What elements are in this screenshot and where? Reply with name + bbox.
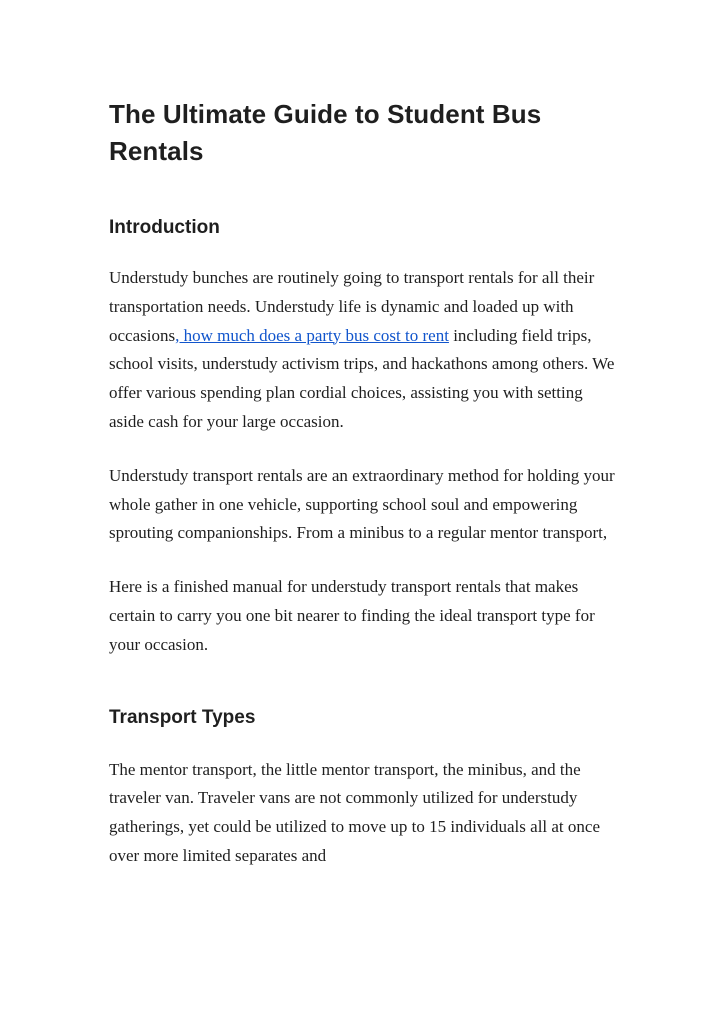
intro-paragraph-1-text-end: including field trips, school visits, understudy activism trips, and hackathons among others. We offer various spending plan cordial choices, assisting you with setting aside cash for your large occasion. <box>109 325 615 431</box>
intro-paragraph-1 <box>109 264 621 437</box>
intro-paragraph-2: Understudy transport rentals are an extraordinary method for holding your whole gather in one vehicle, supporting school soul and empowering sprouting companionships. From a minibus to a regular mentor transport, <box>109 465 615 543</box>
page-title: The Ultimate Guide to Student Bus Rentals <box>109 99 542 166</box>
article-body <box>109 96 621 871</box>
section-heading-introduction: Introduction <box>109 217 220 238</box>
intro-paragraph-1-text-start: Understudy bunches are routinely going to transport rentals for all their transportation needs. Understudy life is dynamic and loaded up with occasions <box>109 268 595 345</box>
party-bus-cost-link[interactable]: , how much does a party bus cost to rent <box>175 325 449 345</box>
transport-types-paragraph-1: The mentor transport, the little mentor transport, the minibus, and the traveler van. Traveler vans are not commonly utilized for understudy gatherings, yet could be utilized to move up to 15 individuals all at once over more limited separates and <box>109 759 600 865</box>
section-heading-transport-types: Transport Types <box>109 706 256 728</box>
intro-paragraph-3: Here is a finished manual for understudy transport rentals that makes certain to carry you one bit nearer to finding the ideal transport type for your occasion. <box>109 577 595 654</box>
